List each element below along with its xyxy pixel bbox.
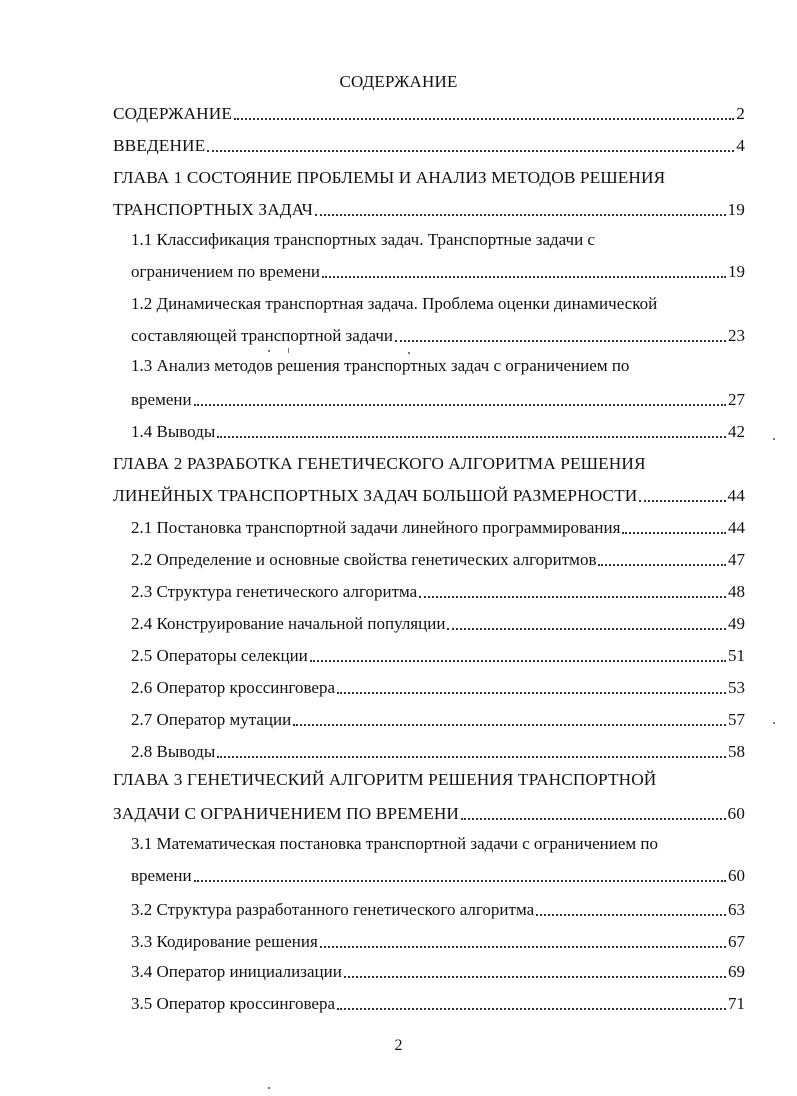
toc-entry-section-3-5[interactable] <box>131 990 745 1014</box>
toc-entry-page: 4 <box>736 136 745 155</box>
toc-entry-page: 42 <box>728 422 745 441</box>
dot-leader <box>207 149 734 152</box>
toc-entry-page: 44 <box>728 518 745 537</box>
toc-entry-page: 19 <box>727 200 745 219</box>
toc-entry-section-2-2[interactable] <box>131 546 745 570</box>
toc-entry-page: 71 <box>728 994 745 1013</box>
toc-entry-page: 60 <box>727 804 745 823</box>
toc-entry-text: 2.6 Оператор кроссинговера <box>131 678 336 697</box>
toc-entry-page: 23 <box>728 326 745 345</box>
toc-entry-page: 60 <box>728 866 745 885</box>
toc-entry-page: 44 <box>727 486 745 505</box>
toc-entry-text: 1.4 Выводы <box>131 422 216 441</box>
toc-entry-section-2-3[interactable] <box>131 578 745 602</box>
toc-entry-introduction[interactable] <box>113 132 745 156</box>
toc-section-1-1-line1: 1.1 Классификация транспортных задач. Транспортные задачи с <box>131 230 595 249</box>
toc-entry-text: времени <box>131 390 192 409</box>
toc-entry-contents[interactable] <box>113 100 745 124</box>
dot-leader <box>419 595 726 598</box>
page-number: 2 <box>394 1037 403 1054</box>
toc-entry-section-2-7[interactable] <box>131 706 745 730</box>
scan-speck <box>268 1087 270 1089</box>
toc-entry-text: ЛИНЕЙНЫХ ТРАНСПОРТНЫХ ЗАДАЧ БОЛЬШОЙ РАЗМЕРНОСТИ <box>113 486 638 505</box>
toc-entry-text: 2.2 Определение и основные свойства генетических алгоритмов <box>131 550 597 569</box>
toc-entry-text: составляющей транспортной задачи <box>131 326 393 345</box>
toc-entry-section-3-3[interactable] <box>131 928 745 952</box>
page-title: СОДЕРЖАНИЕ <box>339 72 458 91</box>
toc-entry-page: 47 <box>728 550 745 569</box>
toc-chapter-3-line1: ГЛАВА 3 ГЕНЕТИЧЕСКИЙ АЛГОРИТМ РЕШЕНИЯ ТРАНСПОРТНОЙ <box>113 770 657 789</box>
toc-entry-text: 2.5 Операторы селекции <box>131 646 308 665</box>
toc-entry-text: 2.3 Структура генетического алгоритма <box>131 582 418 601</box>
dot-leader <box>217 435 726 438</box>
toc-entry-section-2-5[interactable] <box>131 642 745 666</box>
toc-entry-text: 3.5 Оператор кроссинговера <box>131 994 336 1013</box>
dot-leader <box>194 403 726 406</box>
toc-section-3-1-line1: 3.1 Математическая постановка транспортной задачи с ограничением по <box>131 834 659 853</box>
toc-entry-page: 48 <box>728 582 745 601</box>
toc-entry-section-2-6[interactable] <box>131 674 745 698</box>
toc-entry-chapter-3[interactable] <box>113 800 745 824</box>
toc-entry-chapter-2[interactable] <box>113 482 745 506</box>
scan-speck <box>773 722 775 724</box>
toc-entry-page: 69 <box>728 962 745 981</box>
toc-section-1-2-line1: 1.2 Динамическая транспортная задача. Проблема оценки динамической <box>131 294 658 313</box>
toc-entry-section-1-2[interactable] <box>131 322 745 346</box>
dot-leader <box>598 563 726 566</box>
dot-leader <box>315 213 726 216</box>
dot-leader <box>337 1007 726 1010</box>
toc-entry-text: 2.7 Оператор мутации <box>131 710 292 729</box>
scan-speck <box>408 352 410 354</box>
toc-entry-section-1-4[interactable] <box>131 418 745 442</box>
toc-entry-text: 2.4 Конструирование начальной популяции <box>131 614 446 633</box>
toc-entry-section-2-1[interactable] <box>131 514 745 538</box>
dot-leader <box>310 659 726 662</box>
toc-entry-chapter-1[interactable] <box>113 196 745 220</box>
toc-entry-text: времени <box>131 866 192 885</box>
dot-leader <box>194 879 726 882</box>
toc-entry-section-3-4[interactable] <box>131 958 745 982</box>
toc-entry-text: 3.4 Оператор инициализации <box>131 962 342 981</box>
toc-section-1-3-line1: 1.3 Анализ методов решения транспортных задач с ограничением по <box>131 356 630 375</box>
toc-entry-text: 3.3 Кодирование решения <box>131 932 318 951</box>
dot-leader <box>461 817 726 820</box>
toc-entry-text: ВВЕДЕНИЕ <box>113 136 206 155</box>
toc-entry-page: 53 <box>728 678 745 697</box>
toc-entry-page: 19 <box>728 262 745 281</box>
toc-entry-text: СОДЕРЖАНИЕ <box>113 104 232 123</box>
dot-leader <box>322 275 726 278</box>
toc-entry-text: 2.8 Выводы <box>131 742 216 761</box>
scan-speck <box>288 348 289 353</box>
toc-entry-section-3-1[interactable] <box>131 862 745 886</box>
toc-chapter-2-line1: ГЛАВА 2 РАЗРАБОТКА ГЕНЕТИЧЕСКОГО АЛГОРИТМА РЕШЕНИЯ <box>113 454 646 473</box>
dot-leader <box>639 499 725 502</box>
toc-entry-text: 2.1 Постановка транспортной задачи линейного программирования <box>131 518 621 537</box>
toc-entry-page: 57 <box>728 710 745 729</box>
scan-speck <box>773 438 775 440</box>
toc-entry-section-3-2[interactable] <box>131 896 745 920</box>
toc-entry-page: 51 <box>728 646 745 665</box>
toc-entry-text: ТРАНСПОРТНЫХ ЗАДАЧ <box>113 200 313 219</box>
toc-entry-section-1-3[interactable] <box>131 386 745 410</box>
dot-leader <box>337 691 726 694</box>
dot-leader <box>217 755 726 758</box>
toc-entry-text: ЗАДАЧИ С ОГРАНИЧЕНИЕМ ПО ВРЕМЕНИ <box>113 804 460 823</box>
toc-entry-section-1-1[interactable] <box>131 258 745 282</box>
toc-entry-page: 2 <box>736 104 745 123</box>
toc-entry-page: 27 <box>728 390 745 409</box>
toc-entry-section-2-8[interactable] <box>131 738 745 762</box>
dot-leader <box>234 117 734 120</box>
toc-entry-text: ограничением по времени <box>131 262 320 281</box>
toc-entry-text: 3.2 Структура разработанного генетического алгоритма <box>131 900 535 919</box>
toc-entry-section-2-4[interactable] <box>131 610 745 634</box>
dot-leader <box>344 975 726 978</box>
toc-entry-page: 49 <box>728 614 745 633</box>
toc-entry-page: 67 <box>728 932 745 951</box>
dot-leader <box>536 913 726 916</box>
dot-leader <box>622 531 726 534</box>
dot-leader <box>293 723 726 726</box>
dot-leader <box>447 627 726 630</box>
toc-chapter-1-line1: ГЛАВА 1 СОСТОЯНИЕ ПРОБЛЕМЫ И АНАЛИЗ МЕТОДОВ РЕШЕНИЯ <box>113 168 666 187</box>
toc-entry-page: 63 <box>728 900 745 919</box>
scan-speck <box>268 350 270 352</box>
dot-leader <box>320 945 726 948</box>
dot-leader <box>395 339 726 342</box>
toc-entry-page: 58 <box>728 742 745 761</box>
